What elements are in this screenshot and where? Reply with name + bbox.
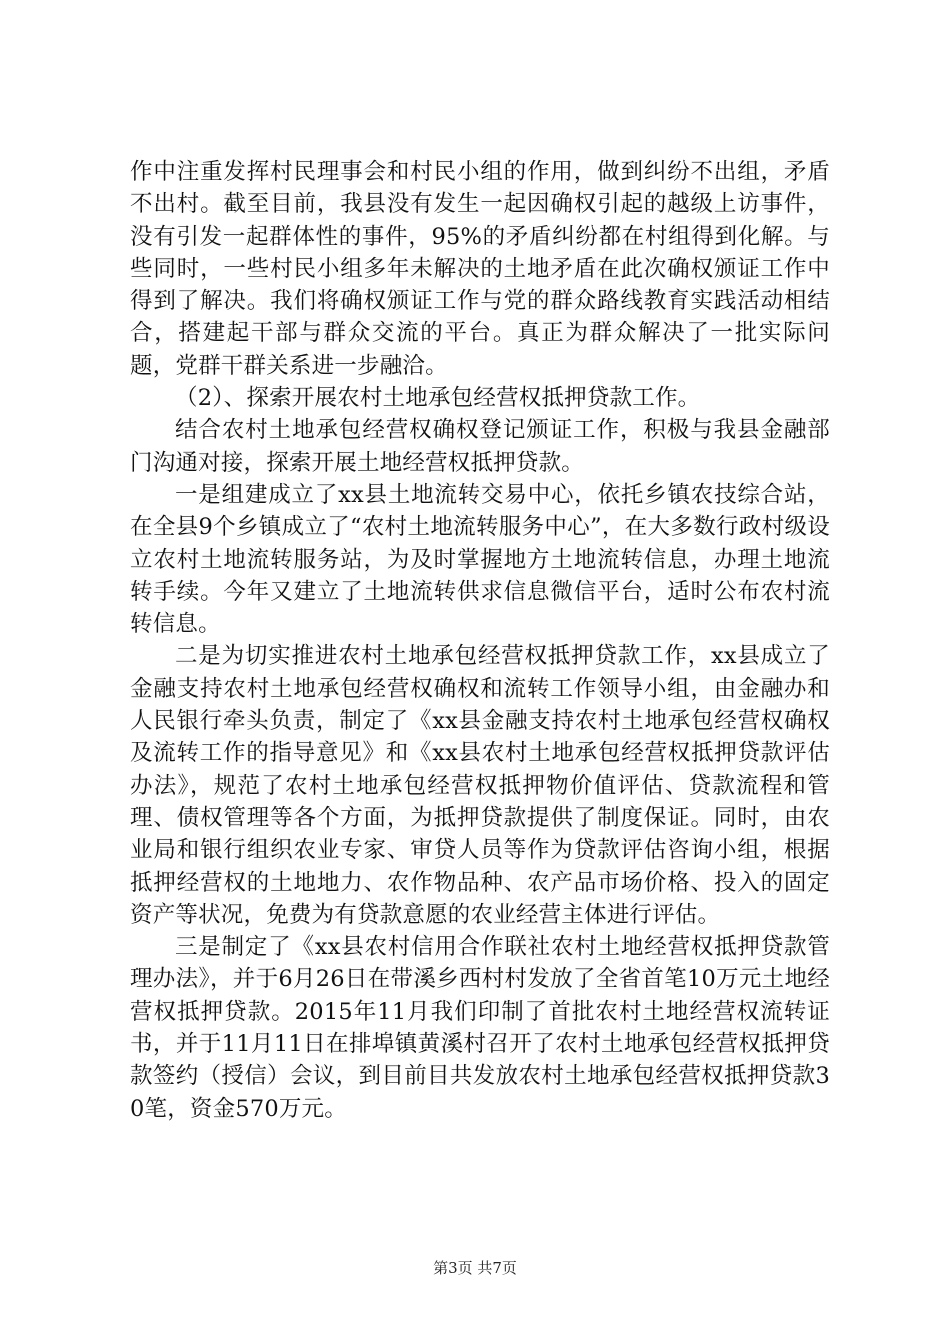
paragraph-intro: 结合农村土地承包经营权确权登记颁证工作，积极与我县金融部门沟通对接，探索开展土地经营权抵押贷款。 xyxy=(130,417,830,476)
section-heading: （2）、探索开展农村土地承包经营权抵押贷款工作。 xyxy=(175,385,701,412)
paragraph-third-point: 三是制定了《xx县农村信用合作联社农村土地经营权抵押贷款管理办法》，并于6月26日在带溪乡西村村发放了全省首笔10万元土地经营权抵押贷款。2015年11月我们印制了首批农村土地经营权流转证书，并于11月11日在排埠镇黄溪村召开了农村土地承包经营权抵押贷款签约（授信）会议，到目前目共发放农村土地承包经营权抵押贷款30笔，资金570万元。 xyxy=(130,934,830,1122)
paragraph-first-point: 一是组建成立了xx县土地流转交易中心，依托乡镇农技综合站，在全县9个乡镇成立了“农村土地流转服务中心”，在大多数行政村级设立农村土地流转服务站，为及时掌握地方土地流转信息，办理土地流转手续。今年又建立了土地流转供求信息微信平台，适时公布农村流转信息。 xyxy=(130,481,830,638)
page-footer: 第3页 共7页 xyxy=(433,1259,517,1277)
document-body xyxy=(130,156,830,1125)
paragraph-second-point: 二是为切实推进农村土地承包经营权抵押贷款工作，xx县成立了金融支持农村土地承包经营权确权和流转工作领导小组，由金融办和人民银行牵头负责，制定了《xx县金融支持农村土地承包经营权确权及流转工作的指导意见》和《xx县农村土地承包经营权抵押贷款评估办法》，规范了农村土地承包经营权抵押物价值评估、贷款流程和管理、债权管理等各个方面，为抵押贷款提供了制度保证。同时，由农业局和银行组织农业专家、审贷人员等作为贷款评估咨询小组，根据抵押经营权的土地地力、农作物品种、农产品市场价格、投入的固定资产等状况，免费为有贷款意愿的农业经营主体进行评估。 xyxy=(130,643,830,928)
paragraph-continuation: 作中注重发挥村民理事会和村民小组的作用，做到纠纷不出组，矛盾不出村。截至目前，我县没有发生一起因确权引起的越级上访事件，没有引发一起群体性的事件，95%的矛盾纠纷都在村组得到化解。与些同时，一些村民小组多年未解决的土地矛盾在此次确权颁证工作中得到了解决。我们将确权颁证工作与党的群众路线教育实践活动相结合，搭建起干部与群众交流的平台。真正为群众解决了一批实际问题，党群干群关系进一步融洽。 xyxy=(130,159,830,379)
